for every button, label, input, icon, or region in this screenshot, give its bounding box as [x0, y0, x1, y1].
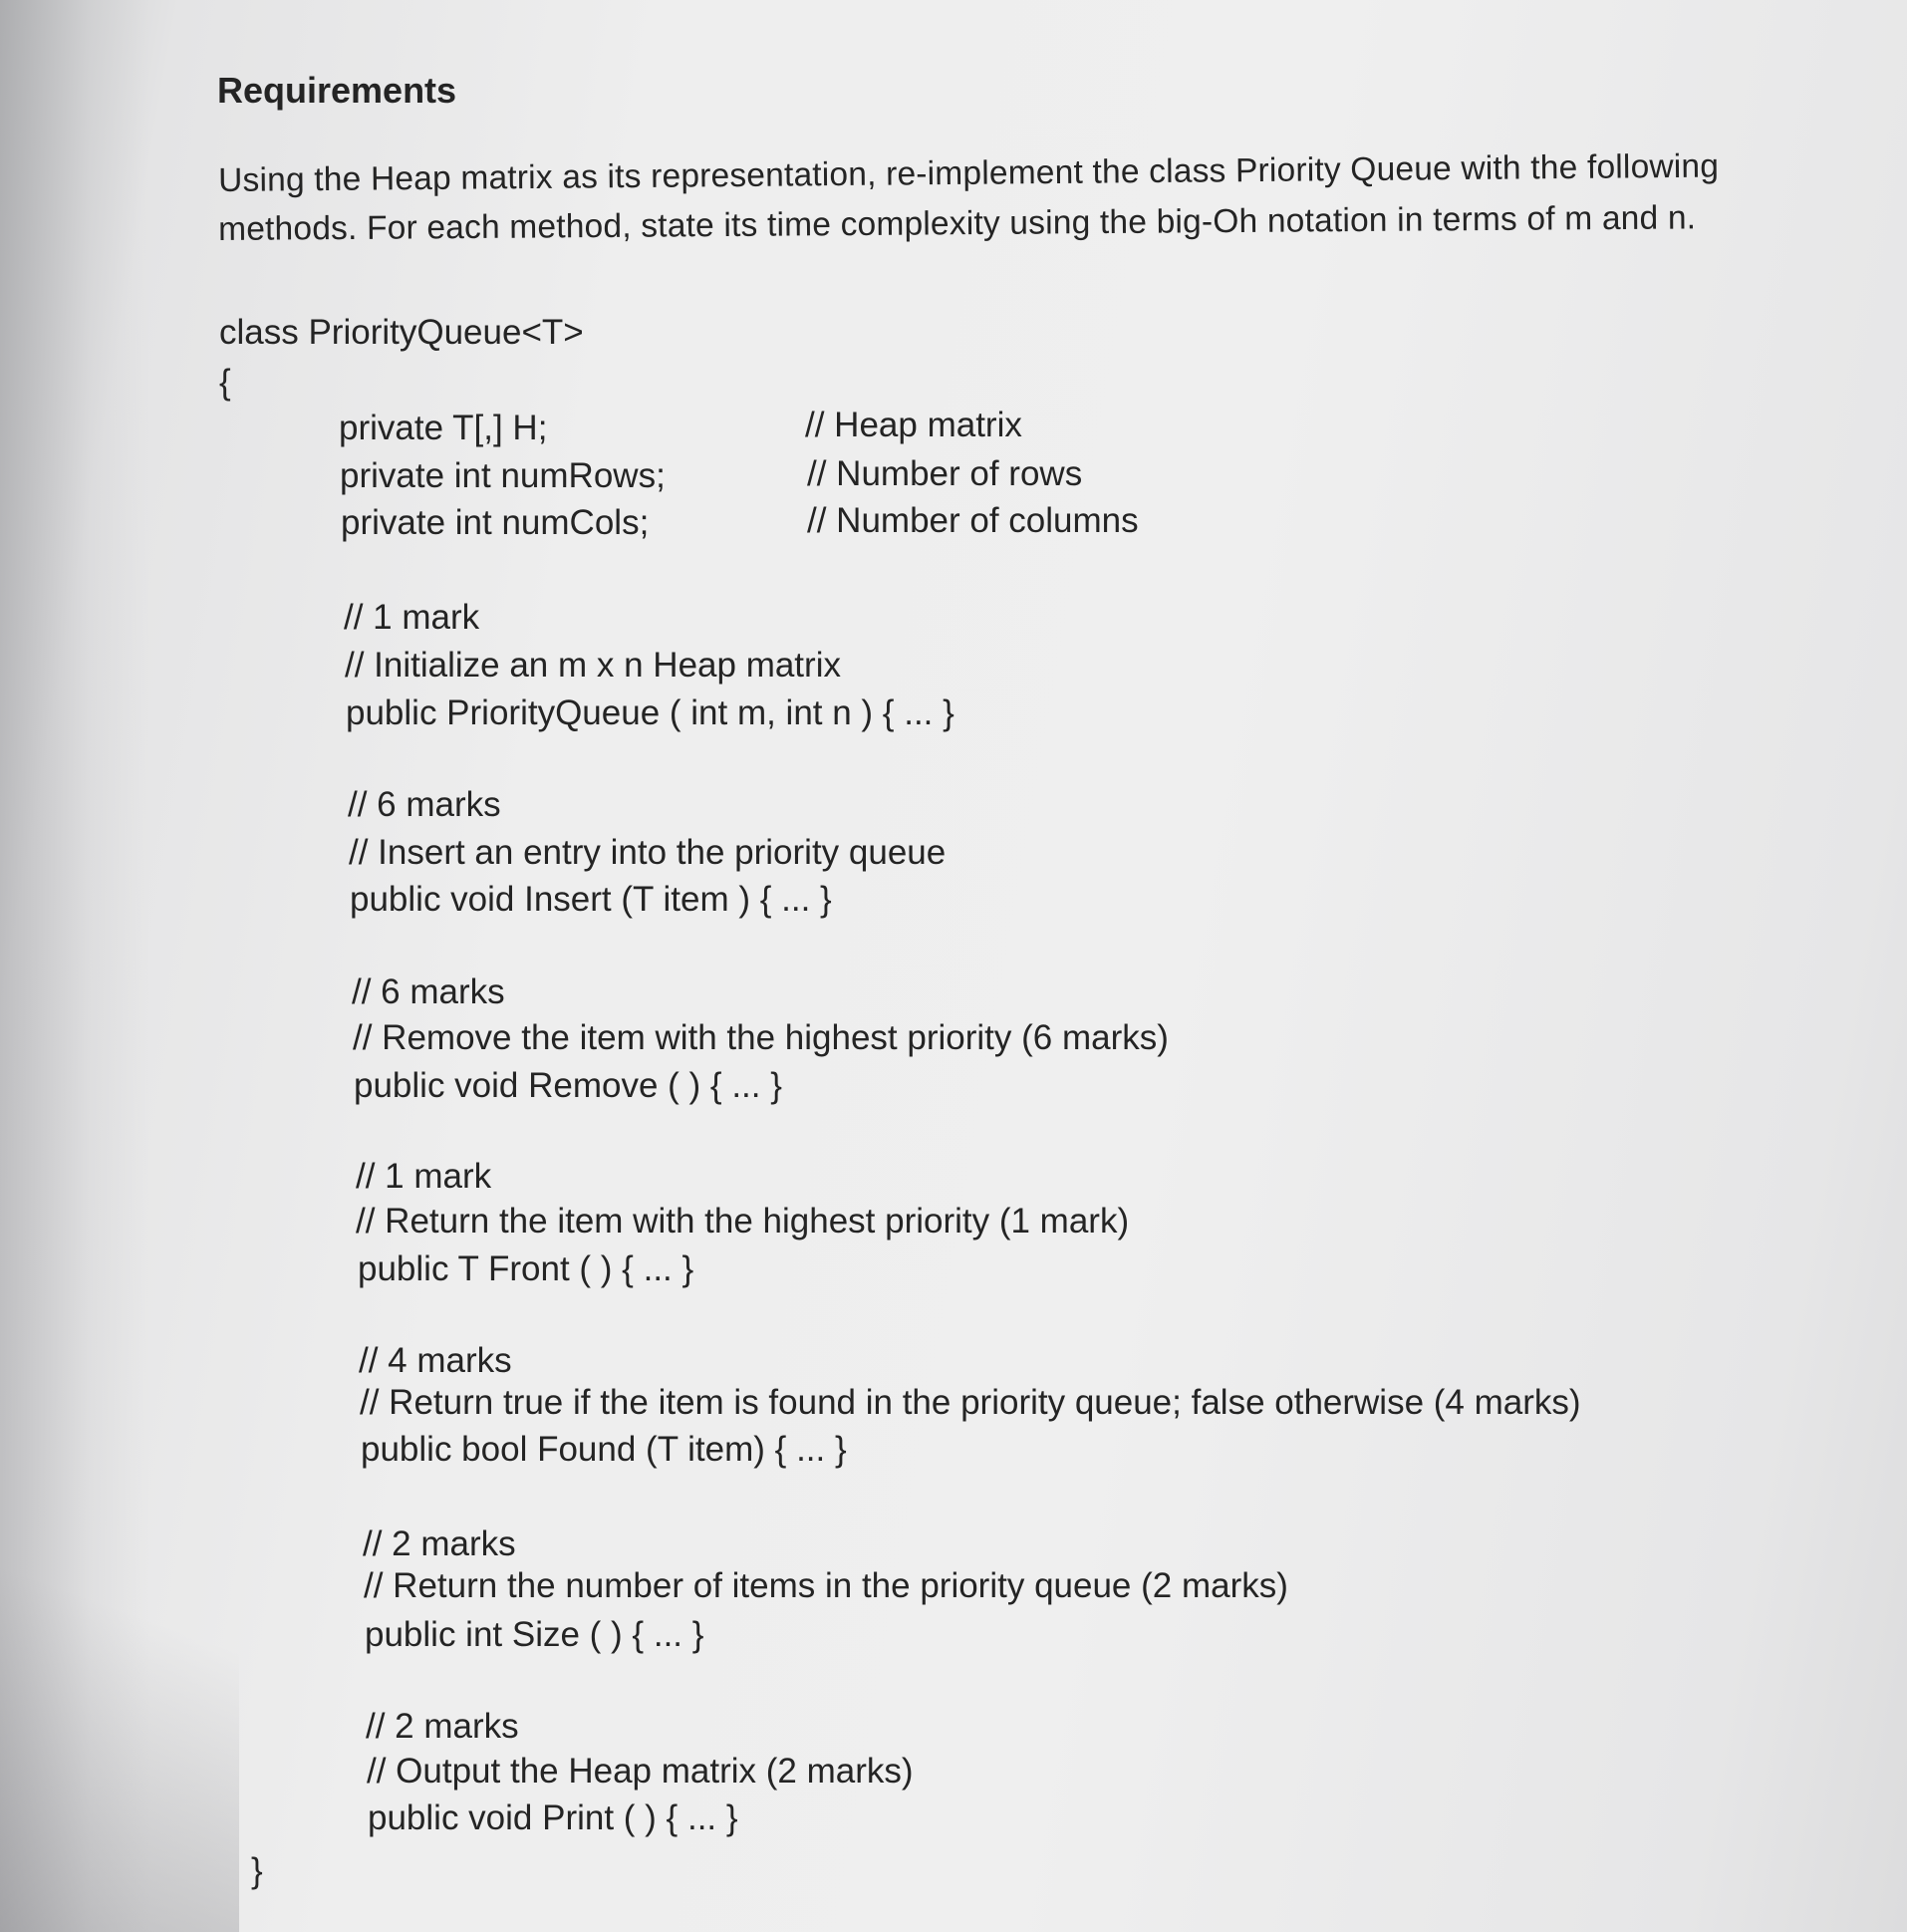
- method-marks: // 2 marks: [366, 1707, 519, 1746]
- method-signature: public void Print ( ) { ... }: [368, 1798, 738, 1837]
- method-signature: public PriorityQueue ( int m, int n ) { ... }: [346, 693, 954, 732]
- method-marks: // 2 marks: [363, 1524, 516, 1563]
- heading: Requirements: [217, 70, 457, 111]
- method-marks: // 6 marks: [348, 785, 501, 824]
- field-comment: // Heap matrix: [805, 406, 1022, 444]
- close-brace: }: [251, 1851, 263, 1890]
- field-code: private int numCols;: [341, 503, 650, 542]
- method-description: // Return true if the item is found in the priority queue; false otherwise (4 marks): [360, 1383, 1581, 1422]
- method-description: // Return the item with the highest priority (1 mark): [356, 1202, 1130, 1241]
- method-marks: // 1 mark: [356, 1157, 492, 1196]
- field-code: private T[,] H;: [339, 409, 548, 447]
- method-description: // Insert an entry into the priority queue: [349, 833, 947, 872]
- method-description: // Initialize an m x n Heap matrix: [345, 646, 841, 685]
- open-brace: {: [219, 363, 231, 402]
- method-signature: public void Remove ( ) { ... }: [354, 1066, 782, 1105]
- method-signature: public T Front ( ) { ... }: [358, 1249, 694, 1288]
- method-signature: public bool Found (T item) { ... }: [361, 1430, 847, 1469]
- method-signature: public int Size ( ) { ... }: [365, 1615, 704, 1654]
- method-description: // Return the number of items in the priority queue (2 marks): [364, 1566, 1288, 1605]
- method-marks: // 6 marks: [352, 972, 505, 1011]
- field-code: private int numRows;: [340, 456, 666, 495]
- class-declaration: class PriorityQueue<T>: [219, 313, 584, 352]
- intro-line-2: methods. For each method, state its time complexity using the big-Oh notation in terms of m and n.: [217, 199, 1697, 248]
- page-shadow-corner: [0, 1495, 239, 1932]
- method-signature: public void Insert (T item ) { ... }: [350, 880, 832, 919]
- field-comment: // Number of rows: [807, 454, 1083, 493]
- method-marks: // 1 mark: [344, 598, 480, 637]
- method-description: // Remove the item with the highest priority (6 marks): [353, 1018, 1169, 1057]
- field-comment: // Number of columns: [807, 501, 1139, 540]
- intro-line-1: Using the Heap matrix as its representation, re-implement the class Priority Queue with the following: [217, 147, 1720, 199]
- method-marks: // 4 marks: [359, 1341, 512, 1380]
- method-description: // Output the Heap matrix (2 marks): [367, 1752, 914, 1791]
